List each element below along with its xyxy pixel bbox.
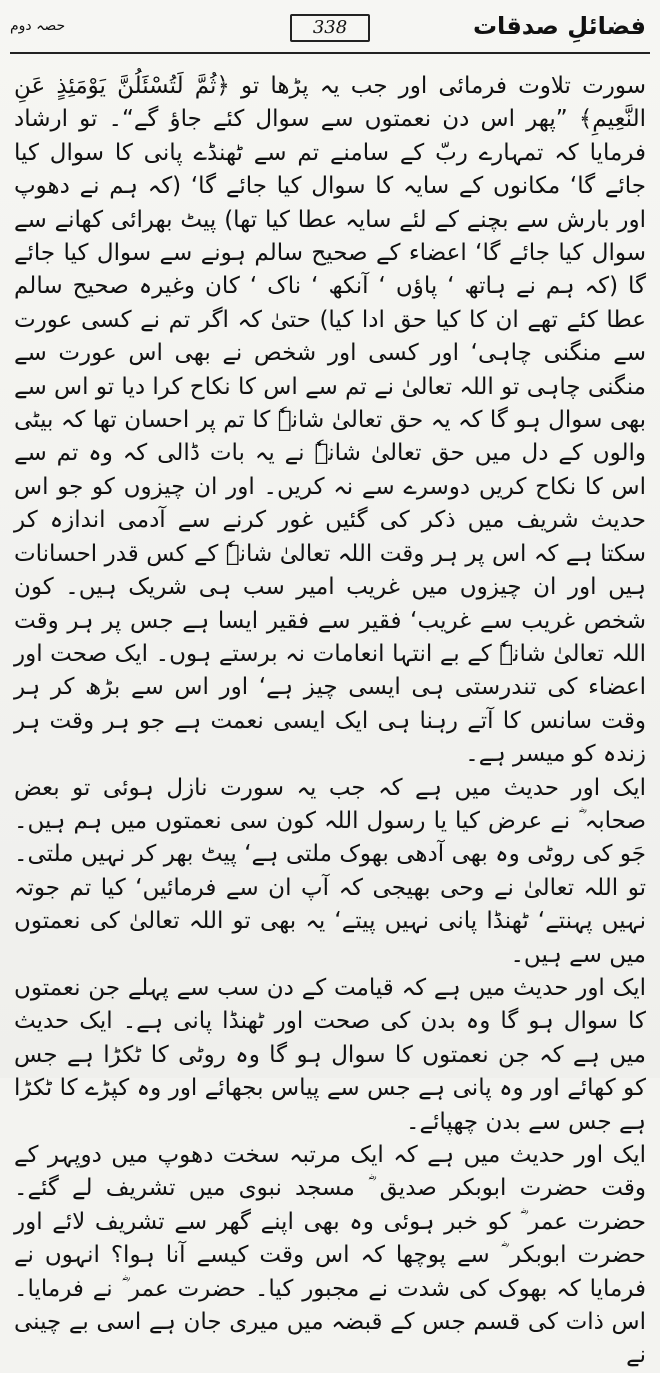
page-header — [0, 0, 660, 48]
book-title: فضائلِ صدقات — [472, 12, 646, 40]
section-label: حصہ دوم — [10, 18, 66, 34]
paragraph-2: ایک اور حدیث میں ہے کہ جب یہ سورت نازل ہوئی تو بعض صحابہ ؓ نے عرض کیا یا رسول اللہ کون سی نعمتوں میں ہم ہیں۔ جَو کی روٹی وہ بھی آدھی بھوک ملتی ہے‘ پیٹ بھر کر نہیں ملتی۔ تو اللہ تعالیٰ نے وحی بھیجی کہ آپ ان سے فرمائیں‘ کیا تم جوتہ نہیں پہنتے‘ ٹھنڈا پانی نہیں پیتے‘ یہ بھی تو اللہ تعالیٰ کی نعمتوں میں سے ہیں۔ — [14, 774, 646, 968]
paragraph-4: ایک اور حدیث میں ہے کہ ایک مرتبہ سخت دھوپ میں دوپہر کے وقت حضرت ابوبکر صدیق ؓ مسجد نبوی میں تشریف لے گئے۔ حضرت عمر ؓ کو خبر ہوئی وہ بھی اپنے گھر سے تشریف لائے اور حضرت ابوبکر ؓ سے پوچھا کہ اس وقت کیسے آنا ہوا؟ انہوں نے فرمایا کہ بھوک کی شدت نے مجبور کیا۔ حضرت عمر ؓ نے فرمایا۔ اس ذات کی قسم جس کے قبضہ میں میری جان ہے اسی بے چینی نے — [14, 1142, 646, 1369]
paragraph-1: سورت تلاوت فرمائی اور جب یہ پڑھا تو ﴿ثُمَّ لَتُسْئَلُنَّ يَوْمَئِذٍ عَنِ النَّعِيمِ﴾ ”پھر اس دن نعمتوں سے سوال کئے جاؤ گے“۔ تو ارشاد فرمایا کہ تمہارے ربّ کے سامنے تم سے ٹھنڈے پانی کا سوال کیا جائے گا‘ مکانوں کے سایہ کا سوال کیا جائے گا‘ (کہ ہم نے دھوپ اور بارش سے بچنے کے لئے سایہ عطا کیا تھا) پیٹ بھرائی کھانے سے سوال کیا جائے گا‘ اعضاء کے صحیح سالم ہونے سے سوال کیا جائے گا (کہ ہم نے ہاتھ ‘ پاؤں ‘ آنکھ ‘ ناک ‘ کان وغیرہ صحیح سالم عطا کئے تھے ان کا کیا حق ادا کیا) حتیٰ کہ اگر تم نے کسی عورت سے منگنی چاہی‘ اور کسی اور شخص نے بھی اس عورت سے منگنی چاہی تو اللہ تعالیٰ نے تم سے اس کا نکاح کرا دیا تو اس سے بھی سوال ہو گا کہ یہ حق تعالیٰ شانہٗ کا تم پر احسان تھا کہ بیٹی والوں کے دل میں حق تعالیٰ شانہٗ نے یہ بات ڈالی کہ وہ تم سے اس کا نکاح کریں دوسرے سے نہ کریں۔ اور ان چیزوں کو جو اس حدیث شریف میں ذکر کی گئیں غور کرنے سے آدمی اندازہ کر سکتا ہے کہ اس پر ہر وقت اللہ تعالیٰ شانہٗ کے کس قدر احسانات ہیں اور ان چیزوں میں غریب امیر سب ہی شریک ہیں۔ کون شخص غریب سے غریب‘ فقیر سے فقیر ایسا ہے جس پر ہر وقت اللہ تعالیٰ شانہٗ کے بے انتہا انعامات نہ برستے ہوں۔ ایک صحت اور اعضاء کی تندرستی ہی ایسی چیز ہے‘ اور اس سے بڑھ کر ہر وقت سانس کا آتے رہنا ہی ایک ایسی نعمت ہے جو ہر وقت ہر زندہ کو میسر ہے۔ — [14, 73, 646, 768]
header-divider — [10, 52, 650, 54]
paragraph-3: ایک اور حدیث میں ہے کہ قیامت کے دن سب سے پہلے جن نعمتوں کا سوال ہو گا وہ بدن کی صحت اور ٹھنڈا پانی ہے۔ ایک حدیث میں ہے کہ جن نعمتوں کا سوال ہو گا وہ روٹی کا ٹکڑا ہے جس کو کھائے اور وہ پانی ہے جس سے پیاس بجھائے اور وہ کپڑے کا ٹکڑا ہے جس سے بدن چھپائے۔ — [14, 974, 646, 1135]
page-body — [14, 70, 646, 1369]
page-number: 338 — [290, 14, 370, 42]
